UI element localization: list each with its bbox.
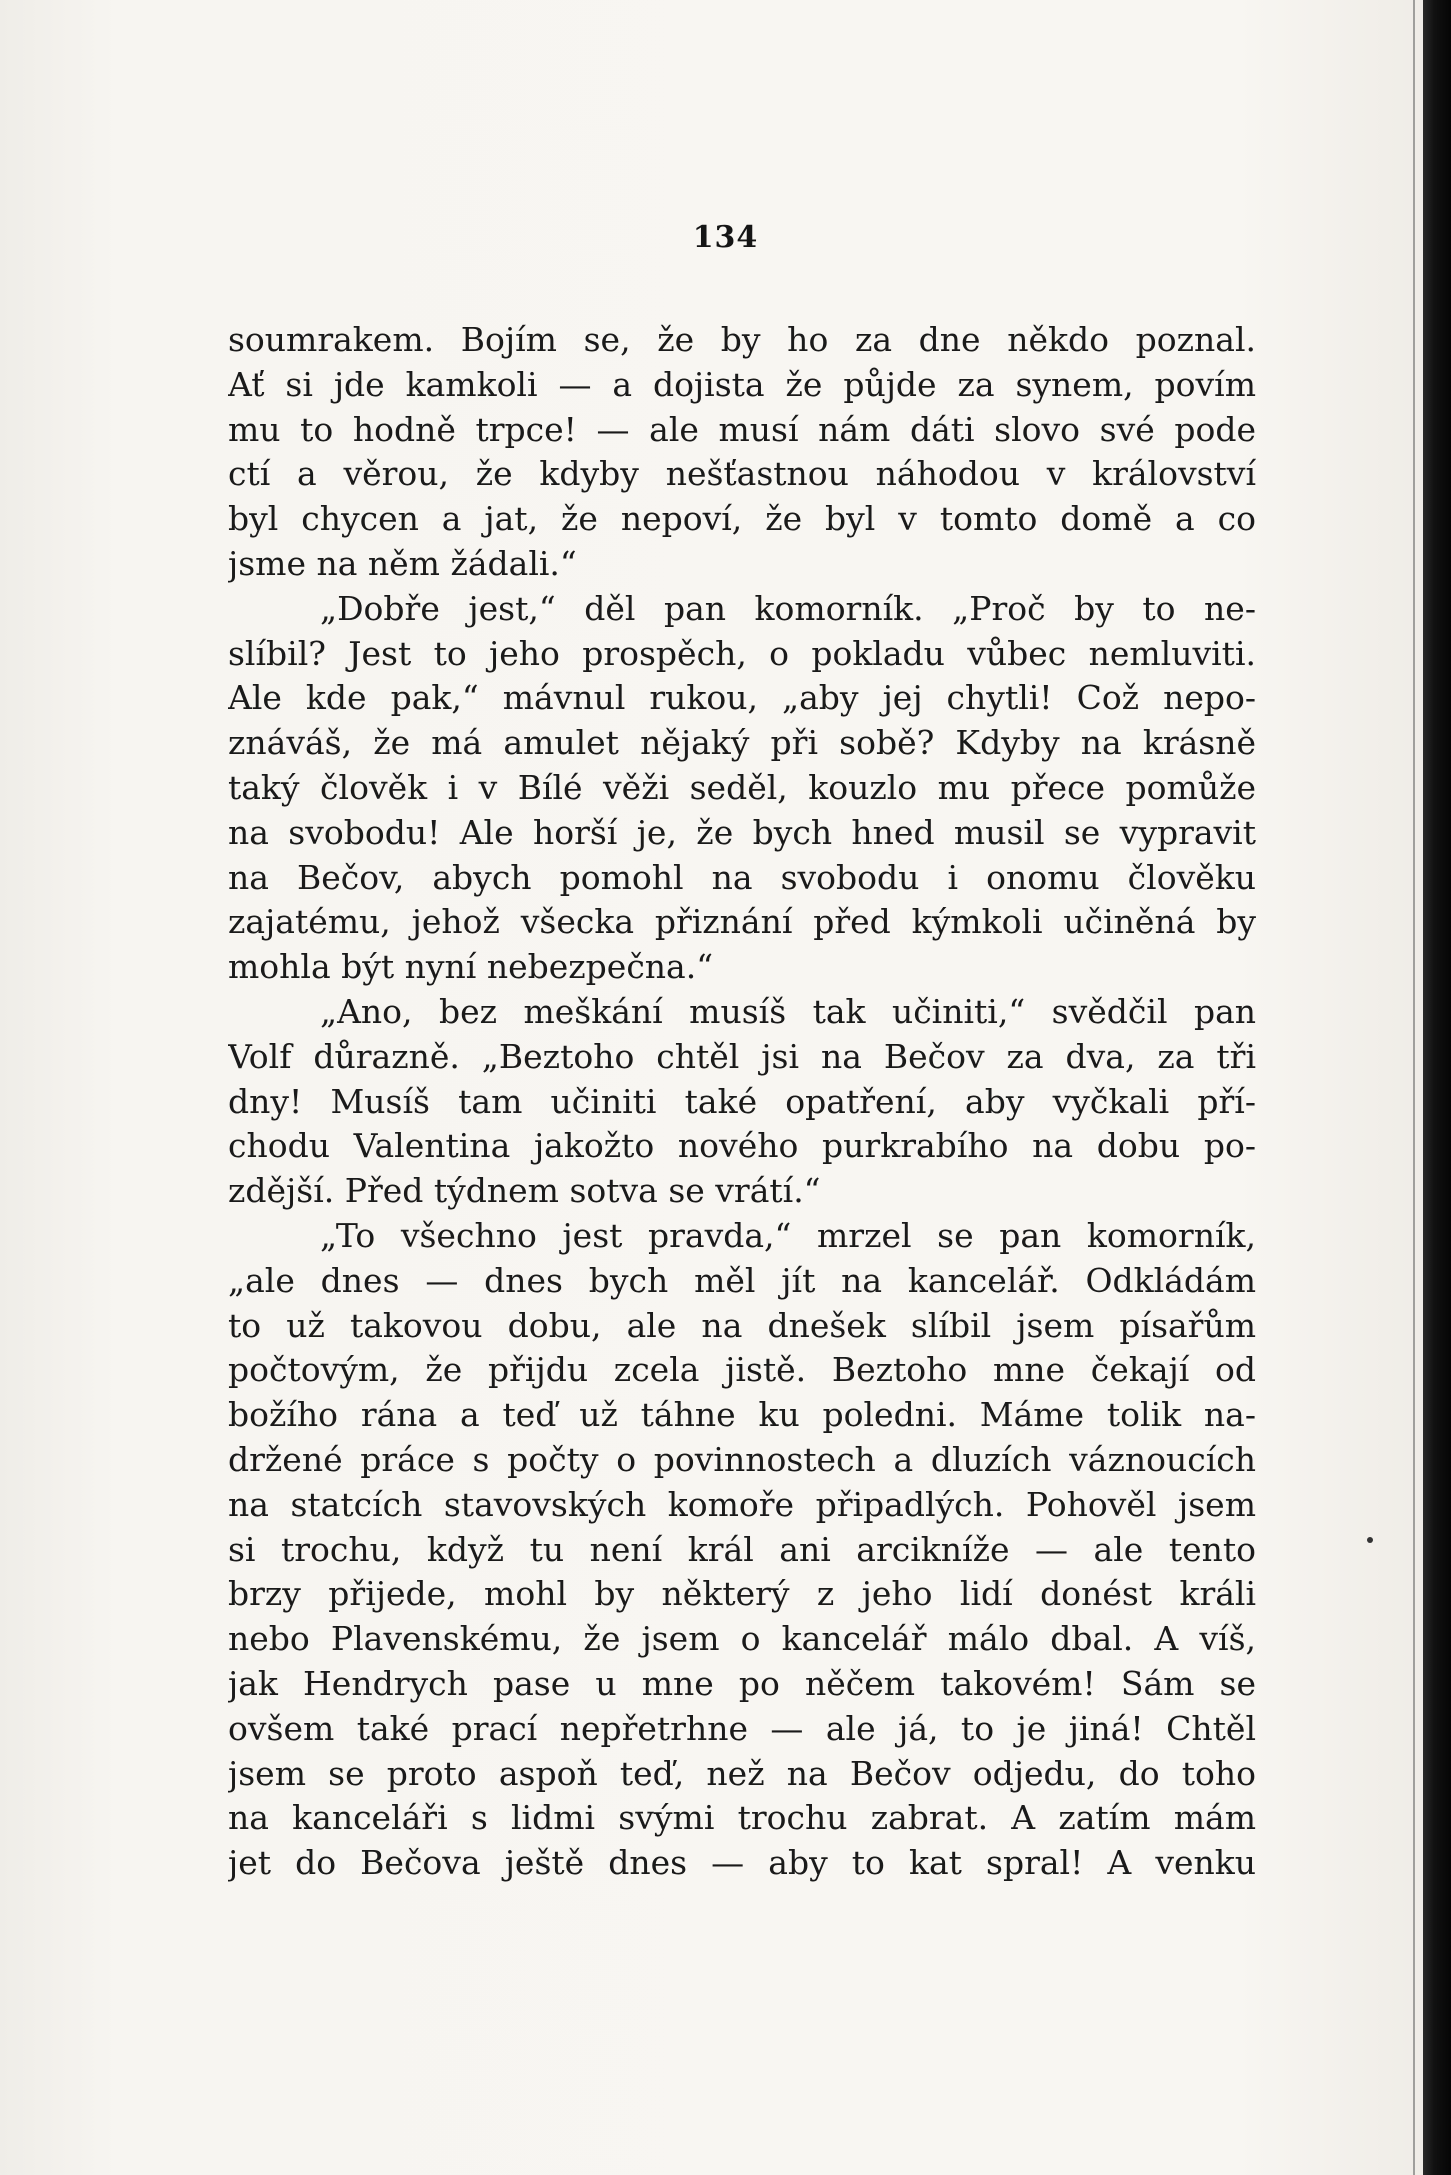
text-line: jet do Bečova ještě dnes — aby to kat spral! A venku bbox=[228, 1843, 1256, 1883]
text-line: chodu Valentina jakožto nového purkrabího na dobu po- bbox=[228, 1126, 1256, 1166]
text-line: znáváš, že má amulet nějaký při sobě? Kdyby na krásně bbox=[228, 723, 1256, 763]
text-line: zdější. Před týdnem sotva se vrátí.“ bbox=[228, 1171, 821, 1211]
text-line: počtovým, že přijdu zcela jistě. Beztoho mne čekají od bbox=[228, 1350, 1256, 1390]
text-line: Ale kde pak,“ mávnul rukou, „aby jej chytli! Což nepo- bbox=[228, 678, 1256, 718]
text-line: mohla být nyní nebezpečna.“ bbox=[228, 947, 714, 987]
text-line: to už takovou dobu, ale na dnešek slíbil jsem písařům bbox=[228, 1305, 1256, 1345]
text-line: na Bečov, abych pomohl na svobodu i onomu člověku bbox=[228, 857, 1256, 897]
text-line: ctí a věrou, že kdyby nešťastnou náhodou v království bbox=[228, 454, 1256, 494]
text-line: Volf důrazně. „Beztoho chtěl jsi na Bečov za dva, za tři bbox=[228, 1036, 1256, 1076]
text-line: mu to hodně trpce! — ale musí nám dáti slovo své pode bbox=[228, 409, 1256, 449]
text-line: ovšem také prací nepřetrhne — ale já, to je jiná! Chtěl bbox=[228, 1708, 1256, 1748]
text-line: slíbil? Jest to jeho prospěch, o pokladu vůbec nemluviti. bbox=[228, 633, 1256, 673]
text-line: byl chycen a jat, že nepoví, že byl v tomto domě a co bbox=[228, 499, 1256, 539]
text-line: taký člověk i v Bílé věži seděl, kouzlo mu přece pomůže bbox=[228, 767, 1256, 807]
text-line: na svobodu! Ale horší je, že bych hned musil se vypravit bbox=[228, 812, 1256, 852]
text-line: na statcích stavovských komoře připadlých. Pohověl jsem bbox=[228, 1484, 1256, 1524]
text-line: soumrakem. Bojím se, že by ho za dne někdo poznal. bbox=[228, 320, 1256, 359]
text-line: jsme na něm žádali.“ bbox=[228, 543, 577, 583]
page-edge-shadow bbox=[1423, 0, 1451, 2175]
text-line: nebo Plavenskému, že jsem o kancelář málo dbal. A víš, bbox=[228, 1619, 1256, 1659]
text-line: „To všechno jest pravda,“ mrzel se pan komorník, bbox=[320, 1215, 1256, 1255]
page-number: 134 bbox=[692, 220, 759, 255]
text-line: brzy přijede, mohl by některý z jeho lidí donést králi bbox=[228, 1574, 1256, 1614]
text-line: na kanceláři s lidmi svými trochu zabrat. A zatím mám bbox=[228, 1798, 1256, 1838]
text-line: zajatému, jehož všecka přiznání před kýmkoli učiněná by bbox=[228, 902, 1256, 942]
text-line: si trochu, když tu není král ani arcikníže — ale tento bbox=[228, 1529, 1256, 1569]
text-line: Ať si jde kamkoli — a dojista že půjde za synem, povím bbox=[228, 364, 1256, 404]
text-line: božího rána a teď už táhne ku poledni. Máme tolik na- bbox=[228, 1395, 1256, 1435]
text-line: jsem se proto aspoň teď, než na Bečov odjedu, do toho bbox=[228, 1753, 1256, 1793]
text-line: „ale dnes — dnes bych měl jít na kancelář. Odkládám bbox=[228, 1260, 1256, 1300]
body-text bbox=[228, 318, 1256, 1886]
text-line: jak Hendrych pase u mne po něčem takovém! Sám se bbox=[228, 1663, 1256, 1703]
text-line: „Ano, bez meškání musíš tak učiniti,“ svědčil pan bbox=[320, 991, 1256, 1031]
text-line: „Dobře jest,“ děl pan komorník. „Proč by to ne- bbox=[320, 588, 1256, 628]
text-line: držené práce s počty o povinnostech a dluzích váznoucích bbox=[228, 1439, 1256, 1479]
text-line: dny! Musíš tam učiniti také opatření, aby vyčkali pří- bbox=[228, 1081, 1256, 1121]
page-edge-line bbox=[1413, 0, 1415, 2175]
page-speck bbox=[1367, 1537, 1373, 1543]
